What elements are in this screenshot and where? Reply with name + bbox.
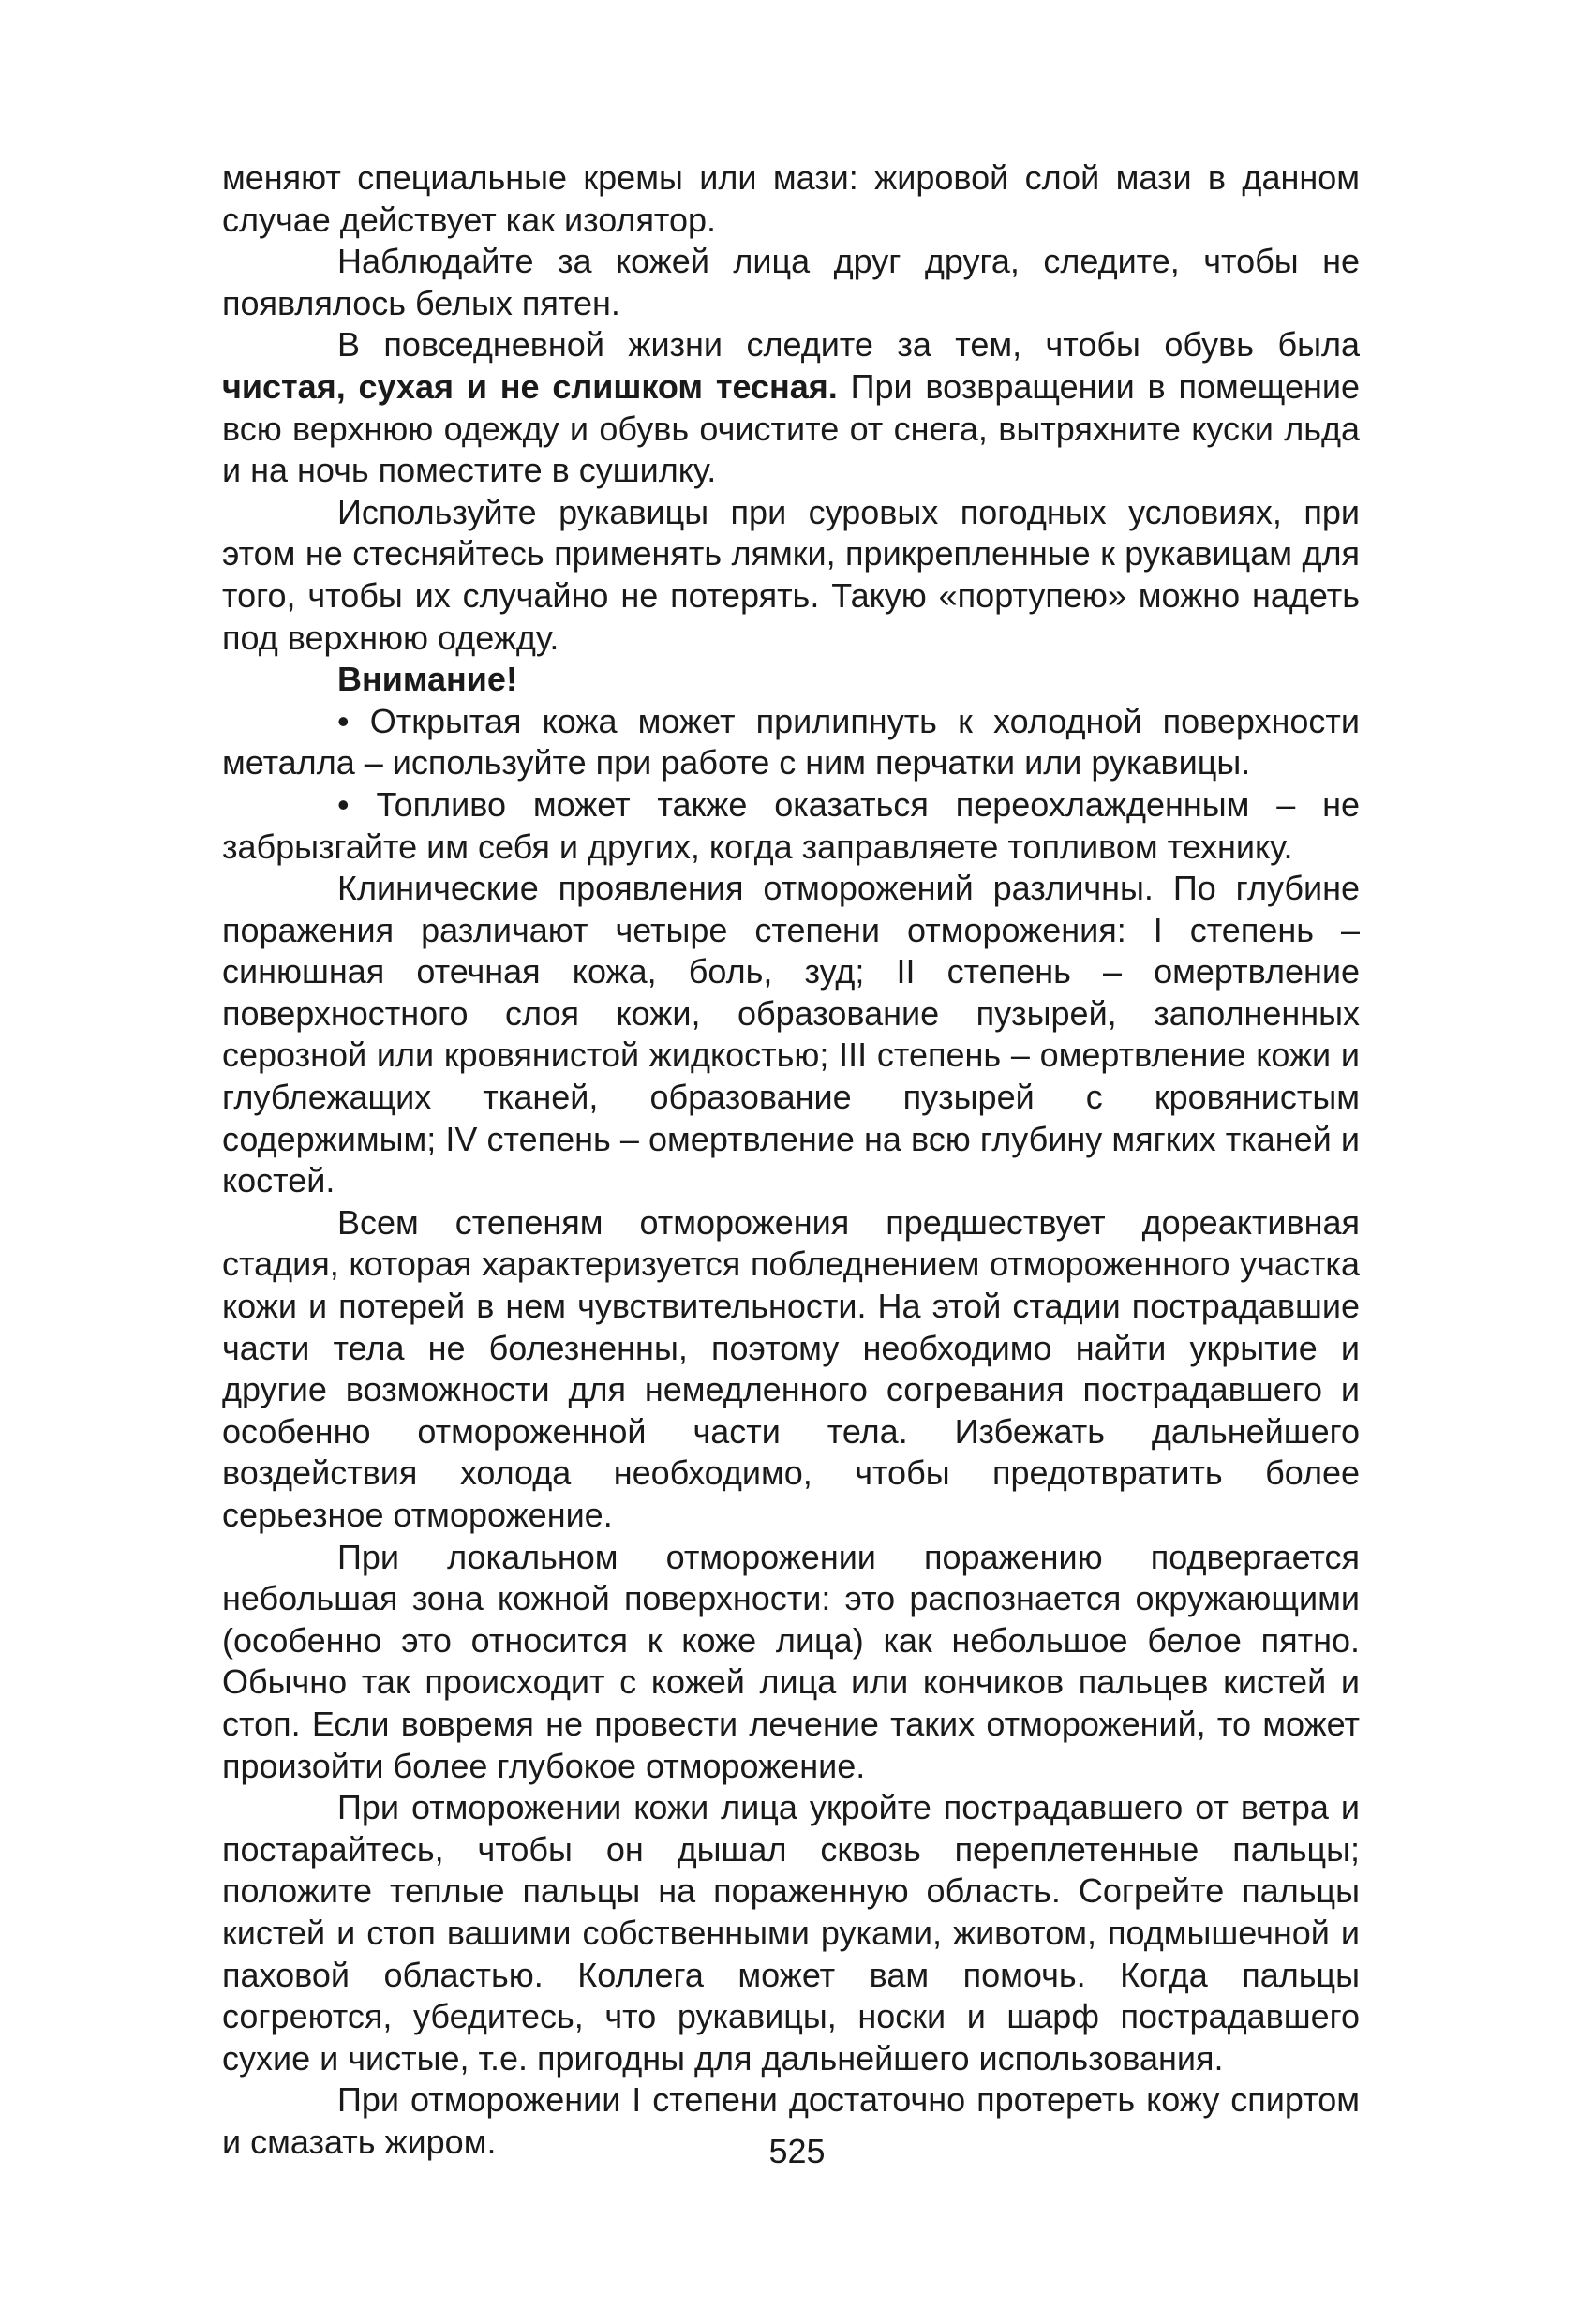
- bullet-fuel: • Топливо может также оказаться переохлажденным – не забрызгайте им себя и других, когда заправляете топливом технику.: [222, 784, 1360, 866]
- footwear-text-before: В повседневной жизни следите за тем, чтобы обувь была: [337, 325, 1360, 365]
- bullet-metal: • Открытая кожа может прилипнуть к холодной поверхности металла – используйте при работе с ним перчатки или рукавицы.: [222, 701, 1360, 782]
- paragraph-mittens: Используйте рукавицы при суровых погодных условиях, при этом не стесняйтесь применять лямки, прикрепленные к рукавицам для того, чтобы их случайно не потерять. Такую «портупею» можно надеть под верхнюю одежду.: [222, 492, 1360, 657]
- paragraph-continuation: меняют специальные кремы или мази: жировой слой мази в данном случае действует как изолятор.: [222, 158, 1360, 239]
- footwear-text-after: При возвращении в помещение всю верхнюю одежду и обувь очистите от снега, вытряхните куски льда и на ночь поместите в сушилку.: [222, 366, 1361, 490]
- paragraph-local: При локальном отморожении поражению подвергается небольшая зона кожной поверхности: это распознается окружающими (особенно это относится к коже лица) как небольшое белое пятно. Обычно так происходит с кожей лица или кончиков пальцев кистей и стоп. Если вовремя не провести лечение таких отморожений, то может произойти более глубокое отморожение.: [222, 1537, 1360, 1785]
- paragraph-degrees: Клинические проявления отморожений различны. По глубине поражения различают четыре степени отморожения: I степень – синюшная отечная кожа, боль, зуд; II степень – омертвление поверхностного слоя кожи, образование пузырей, заполненных серозной или кровянистой жидкостью; III степень – омертвление кожи и глублежащих тканей, образование пузырей с кровянистым содержимым; IV степень – омертвление на всю глубину мягких тканей и костей.: [222, 869, 1360, 1200]
- paragraph-footwear: [222, 324, 1360, 491]
- attention-heading: Внимание!: [337, 660, 517, 699]
- footwear-emphasis: чистая, сухая и не слишком тесная.: [222, 366, 838, 406]
- paragraph-watch-face: Наблюдайте за кожей лица друг друга, следите, чтобы не появлялось белых пятен.: [222, 242, 1360, 322]
- page-body: [222, 157, 1360, 2164]
- paragraph-prereactive: Всем степеням отморожения предшествует дореактивная стадия, которая характеризуется побледнением отмороженного участка кожи и потерей в нем чувствительности. На этой стадии пострадавшие части тела не болезненны, поэтому необходимо найти укрытие и другие возможности для немедленного согревания пострадавшего и особенно отмороженной части тела. Избежать дальнейшего воздействия холода необходимо, чтобы предотвратить более серьезное отморожение.: [222, 1202, 1360, 1534]
- paragraph-first-degree: При отморожении I степени достаточно протереть кожу спиртом и смазать жиром.: [222, 2080, 1360, 2161]
- page-number: 525: [768, 2132, 826, 2170]
- paragraph-face: При отморожении кожи лица укройте пострадавшего от ветра и постарайтесь, чтобы он дышал сквозь переплетенные пальцы; положите теплые пальцы на пораженную область. Согрейте пальцы кистей и стоп вашими собственными руками, животом, подмышечной и паховой областью. Коллега может вам помочь. Когда пальцы согреются, убедитесь, что рукавицы, носки и шарф пострадавшего сухие и чистые, т.е. пригодны для дальнейшего использования.: [222, 1788, 1360, 2078]
